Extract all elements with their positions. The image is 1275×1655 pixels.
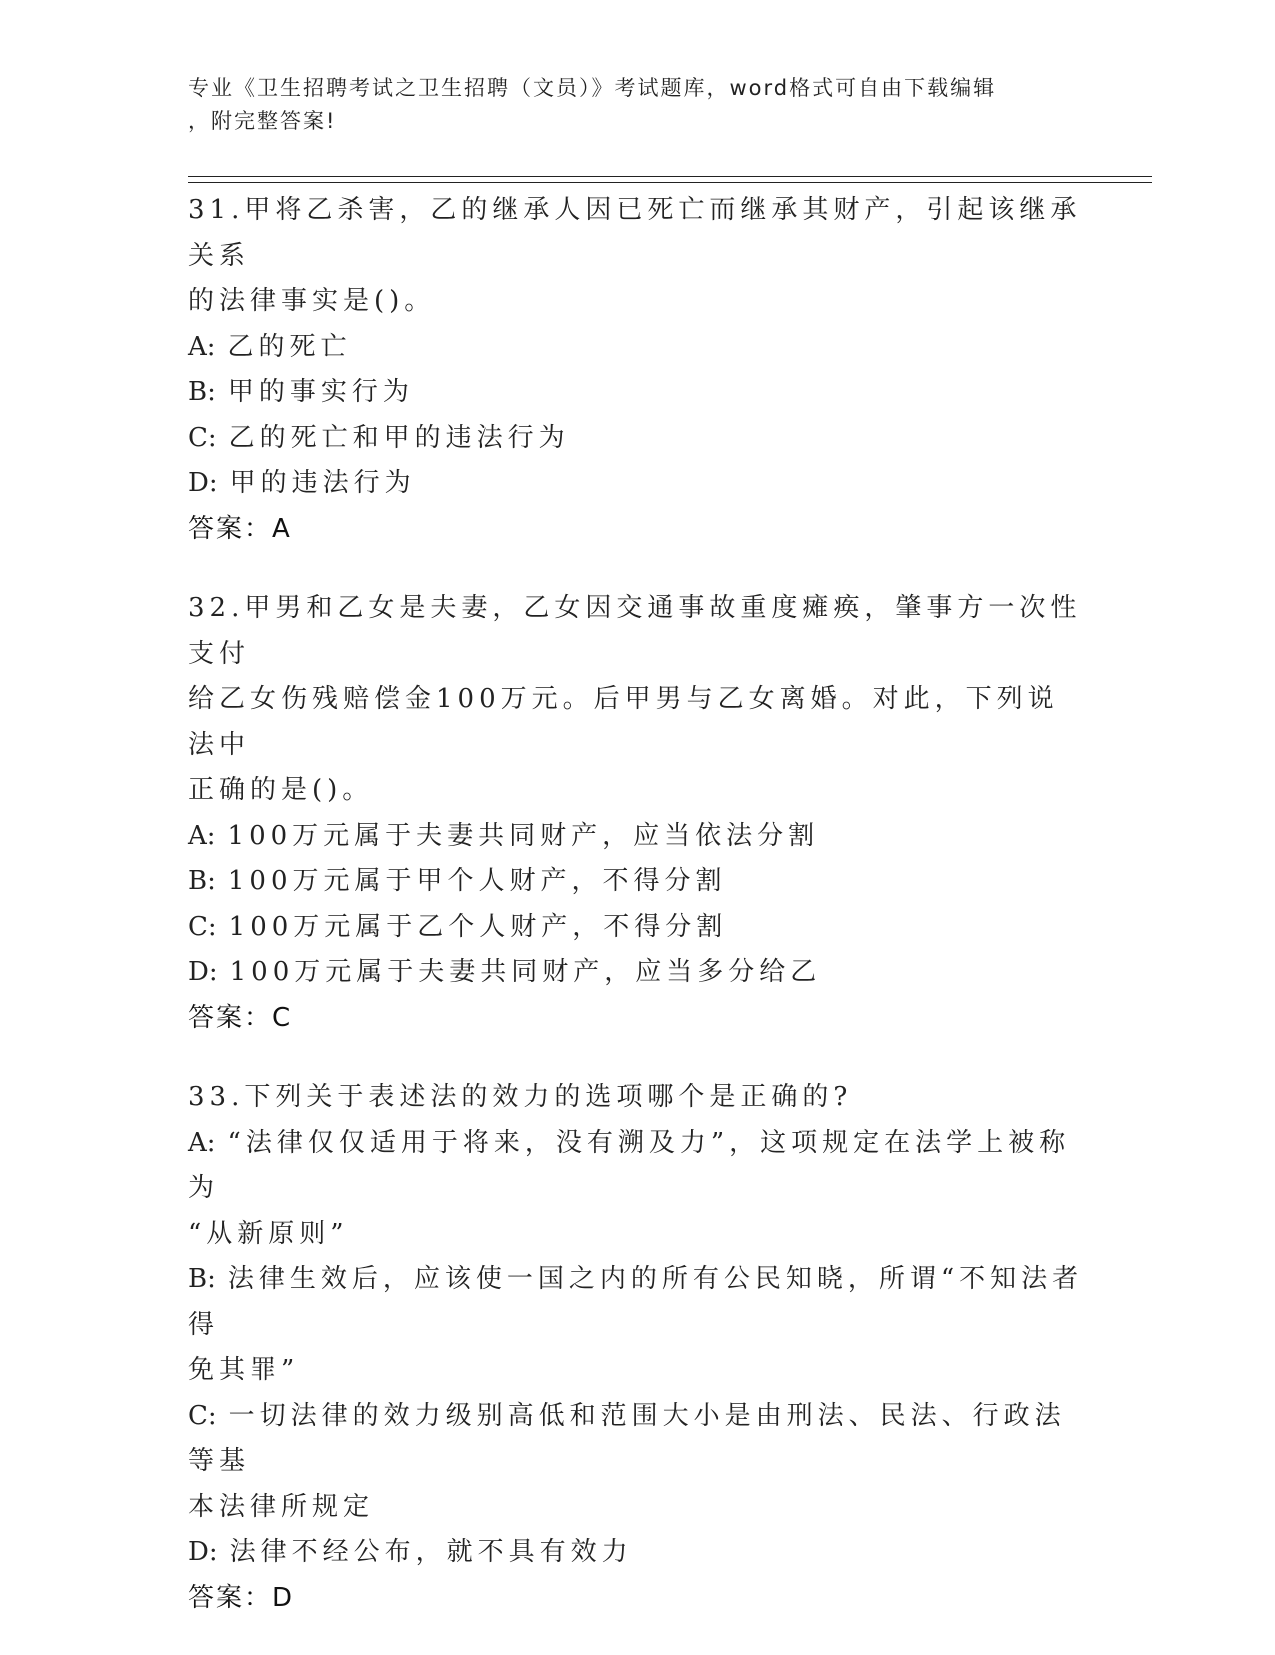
option-label: A: [188,331,216,362]
option-text: 法律不经公布，就不具有效力 [229,1537,633,1567]
header-divider-top [188,176,1152,177]
option-label: D: [188,1537,218,1567]
option-label: B: [188,1264,216,1294]
question-33 [188,1075,1088,1621]
document-header [188,72,1068,138]
header-line-1: 专业《卫生招聘考试之卫生招聘（文员）》考试题库，word格式可自由下载编辑 [188,76,997,100]
question-list [188,188,1088,1655]
option-a-continuation: “从新原则” [188,1218,349,1249]
question-stem-line: 给乙女伤残赔偿金100万元。后甲男与乙女离婚。对此，下列说法中 [188,684,1059,760]
header-line-2: ，附完整答案! [188,109,337,133]
header-divider-bottom [188,182,1152,183]
option-a [188,814,1088,860]
option-label: B: [188,377,216,407]
question-31 [188,188,1088,552]
option-text: 乙的死亡和甲的违法行为 [228,422,570,453]
option-label: C: [188,422,217,453]
option-text: 100万元属于乙个人财产，不得分割 [228,911,728,942]
question-stem-line: 33.下列关于表述法的效力的选项哪个是正确的? [188,1082,853,1112]
answer-label: 答案：A [188,513,292,544]
question-32 [188,586,1088,1041]
option-text: 100万元属于夫妻共同财产，应当多分给乙 [229,957,822,987]
question-stem-line: 31.甲将乙杀害，乙的继承人因已死亡而继承其财产，引起该继承关系 [188,195,1082,271]
option-label: A: [188,820,216,851]
option-label: D: [188,957,218,987]
option-a [188,1121,1088,1212]
option-label: C: [188,911,217,942]
option-text: 甲的违法行为 [229,468,416,498]
option-text: 100万元属于夫妻共同财产，应当依法分割 [227,820,820,851]
question-stem-line: 正确的是()。 [188,775,374,805]
option-text: 一切法律的效力级别高低和范围大小是由刑法、民法、行政法等基 [188,1400,1066,1476]
option-text: “法律仅仅适用于将来，没有溯及力”，这项规定在法学上被称为 [188,1127,1071,1203]
option-text: 100万元属于甲个人财产，不得分割 [227,866,727,896]
question-stem-line: 32.甲男和乙女是夫妻，乙女因交通事故重度瘫痪，肇事方一次性支付 [188,593,1082,669]
option-b [188,370,1088,416]
option-text: 乙的死亡 [227,331,352,362]
answer-label: 答案：D [188,1582,295,1613]
option-text: 法律生效后，应该使一国之内的所有公民知晓，所谓“不知法者得 [188,1264,1084,1340]
option-b [188,859,1088,905]
option-text: 甲的事实行为 [227,377,414,407]
option-b-continuation: 免其罪” [188,1355,300,1385]
option-label: B: [188,866,216,896]
option-label: D: [188,468,218,498]
option-c [188,1394,1088,1485]
option-b [188,1257,1088,1348]
option-a [188,325,1088,371]
option-d [188,1530,1088,1576]
option-d [188,461,1088,507]
answer-label: 答案：C [188,1002,293,1033]
option-c [188,416,1088,462]
option-d [188,950,1088,996]
question-stem-line: 的法律事实是()。 [188,286,436,316]
option-c-continuation: 本法律所规定 [188,1491,375,1522]
option-label: A: [188,1127,216,1158]
option-c [188,905,1088,951]
option-label: C: [188,1400,217,1431]
